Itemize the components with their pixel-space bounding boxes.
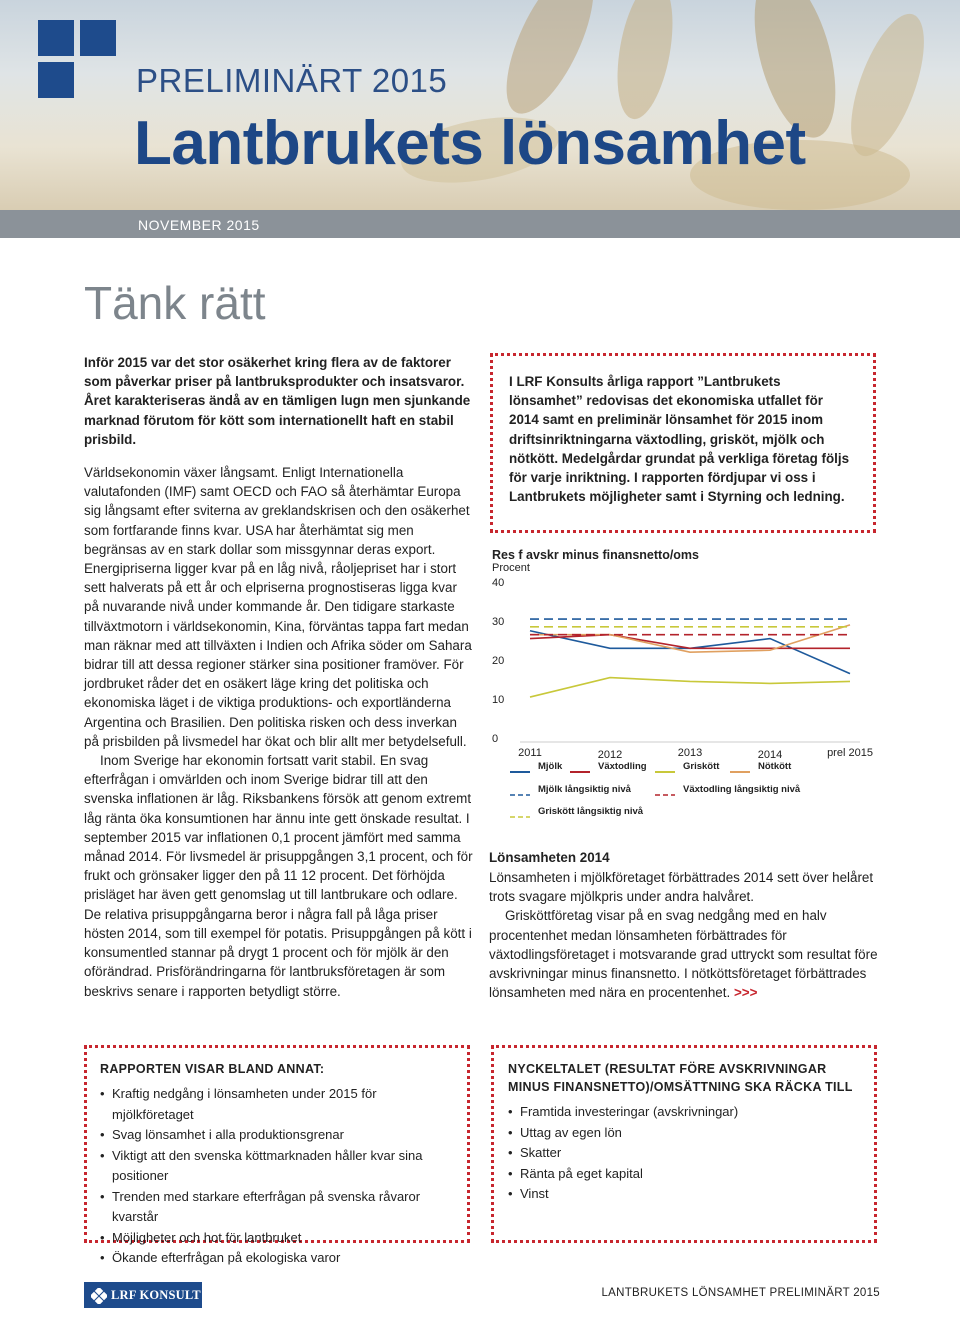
body-paragraph: Världsekonomin växer långsamt. Enligt Internationella valutafonden (IMF) samt OECD och FAO så återhämtar Europa sig långsamt efter sviterna av greklandskrisen och den osäkerhet som fortfarande finns kvar. USA har återhämtat sig men begränsas av en stark dollar som missgynnar deras export. Energipriserna ligger kvar på en låg nivå, råoljepriset har i stort sett halverats på ett år och elpriserna prognostiseras ligga kvar på nuvarande nivå under kommande år. Den tidigare starkaste tillväxtmotorn i världsekonomin, Kina, förväntas tappa fart medan man räknar med att tillväxten i Indien och Afrika söder om Sahara bidrar till att dessa regioner stärker sina positioner framöver. För jordbruket råder det en osäkert läge kring det politiska och ekonomiska läget i de viktiga produktions- och exportländerna Argentina och Brasilien. Den politiska risken och dess inverkan på prisbilden på livsmedel har ökat och blir allt mer betydelsefull. (84, 465, 472, 749)
section-title: Tänk rätt (84, 277, 266, 329)
list-item: • Ränta på eget kapital (508, 1164, 868, 1185)
x-tick-label: 2013 (677, 747, 703, 759)
list-item: • Uttag av egen lön (508, 1123, 868, 1144)
logo-squares-icon (38, 20, 118, 100)
chart-title: Res f avskr minus finansnetto/oms (492, 548, 700, 562)
lrf-logo-icon (91, 1288, 107, 1304)
left-column (84, 353, 474, 1001)
list-item: • Skatter (508, 1143, 868, 1164)
y-tick-label: 40 (492, 577, 505, 589)
legend-label: Griskött långsiktig nivå (538, 806, 644, 817)
lonsamhet-heading: Lönsamheten 2014 (489, 850, 610, 865)
date-band (0, 210, 960, 238)
page-title: Lantbrukets lönsamhet (134, 109, 806, 178)
list-item: • Möjligheter och hot för lantbruket (100, 1228, 460, 1249)
header-banner (0, 0, 960, 210)
lonsamhet-paragraph: Grisköttföretag visar på en svag nedgång med en halv procentenhet medan lönsamheten förbättrades för växtodlingsföretaget i motsvarande grad uttryckt som resultat före avskrivningar minus finansnetto. I nötköttsföretaget förbättrades lönsamheten med nära en procentenhet. (489, 908, 878, 1001)
footer-title: LANTBRUKETS LÖNSAMHET PRELIMINÄRT 2015 (601, 1287, 880, 1299)
report-highlights-list (100, 1084, 460, 1269)
logo-text: LRF KONSULT (111, 1288, 201, 1302)
x-tick-label: 2014 (757, 749, 783, 761)
report-highlights-title: RAPPORTEN VISAR BLAND ANNAT: (100, 1062, 325, 1076)
list-item: • Vinst (508, 1184, 868, 1205)
continue-arrow[interactable]: >>> (733, 985, 758, 1001)
key-ratio-title: NYCKELTALET (RESULTAT FÖRE AVSKRIVNINGAR MINUS FINANSNETTO)/OMSÄTTNING SKA RÄCKA TILL (508, 1062, 853, 1094)
lrf-konsult-logo[interactable] (84, 1282, 202, 1308)
legend-label: Mjölk (538, 761, 563, 772)
list-item: • Svag lönsamhet i alla produktionsgrenar (100, 1125, 460, 1146)
list-item: • Trenden med starkare efterfrågan på svenska råvaror kvarstår (100, 1187, 460, 1228)
y-tick-label: 10 (492, 694, 505, 706)
legend-label: Mjölk långsiktig nivå (538, 784, 631, 795)
list-item: • Viktigt att den svenska köttmarknaden håller kvar sina positioner (100, 1146, 460, 1187)
series-line-2 (530, 678, 850, 698)
list-item: • Ökande efterfrågan på ekologiska varor (100, 1248, 460, 1269)
body-paragraph: Inom Sverige har ekonomin fortsatt varit stabil. En svag efterfrågan i omvärlden och inom Sverige bidrar till att den svenska inflationen är låg. Riksbankens försök att genom extremt låg ränta öka konsumtionen har ännu inte gett önskade resultat. I september 2015 var inflationen 0,1 procent jämfört med samma månad 2014. För livsmedel är prisuppgången 3,1 procent, och för frukt och grönsaker ligger den på 11 12 procent. Det förhöjda prisläget har även gett genomslag ut till lantbrukare och odlare. De relativa prisuppgångarna beror i några fall på låga priser hösten 2014, som till exempel för potatis. Prisuppgången på kött i konsumentled stannar på drygt 1 procent och för mjölk är den oförändrad. Prisförändringarna för lantbruksföretagen är som beskrivs senare i rapporten betydligt större. (84, 753, 473, 999)
info-box-text: I LRF Konsults årliga rapport ”Lantbrukets lönsamhet” redovisas det ekonomiska utfallet för 2014 samt en preliminär lönsamhet för 2015 inom driftsinriktningarna växtodling, grisköt, mjölk och nötkött. Medelgårdar grundat på verkliga företag följs för varje inriktning. I rapporten fördjupar vi oss i Lantbrukets möjligheter samt i Styrning och ledning. (509, 374, 850, 505)
lonsamhet-text (489, 868, 879, 1002)
legend-label: Griskött (683, 761, 720, 772)
y-tick-label: 20 (492, 655, 505, 667)
legend-label: Växtodling (598, 761, 647, 772)
x-tick-label: 2011 (518, 747, 542, 759)
issue-date: NOVEMBER 2015 (138, 217, 260, 233)
x-tick-label: 2012 (597, 749, 623, 761)
x-tick-label: prel 2015 (827, 747, 873, 759)
line-chart (490, 572, 873, 832)
header-kicker: PRELIMINÄRT 2015 (136, 62, 448, 99)
y-tick-label: 30 (492, 616, 505, 628)
y-tick-label: 0 (492, 733, 499, 745)
key-ratio-list (508, 1102, 868, 1205)
list-item: • Kraftig nedgång i lönsamheten under 2015 för mjölkföretaget (100, 1084, 460, 1125)
chart-ylabel: Procent (492, 562, 530, 574)
lonsamhet-paragraph: Lönsamheten i mjölkföretaget förbättrades 2014 sett över helåret trots svagare mjölkpris under andra halvåret. (489, 870, 874, 905)
key-ratio-box (508, 1060, 868, 1205)
intro-paragraph: Inför 2015 var det stor osäkerhet kring flera av de faktorer som påverkar priser på lantbruksprodukter och insatsvaror. Året karakteriseras ändå av en tämligen lugn men sjunkande marknad förutom för kött som internationellt haft en stabil prisbild. (84, 355, 471, 447)
report-highlights-box (100, 1060, 460, 1269)
legend-label: Nötkött (758, 761, 792, 772)
list-item: • Framtida investeringar (avskrivningar) (508, 1102, 868, 1123)
legend-label: Växtodling långsiktig nivå (683, 784, 801, 795)
